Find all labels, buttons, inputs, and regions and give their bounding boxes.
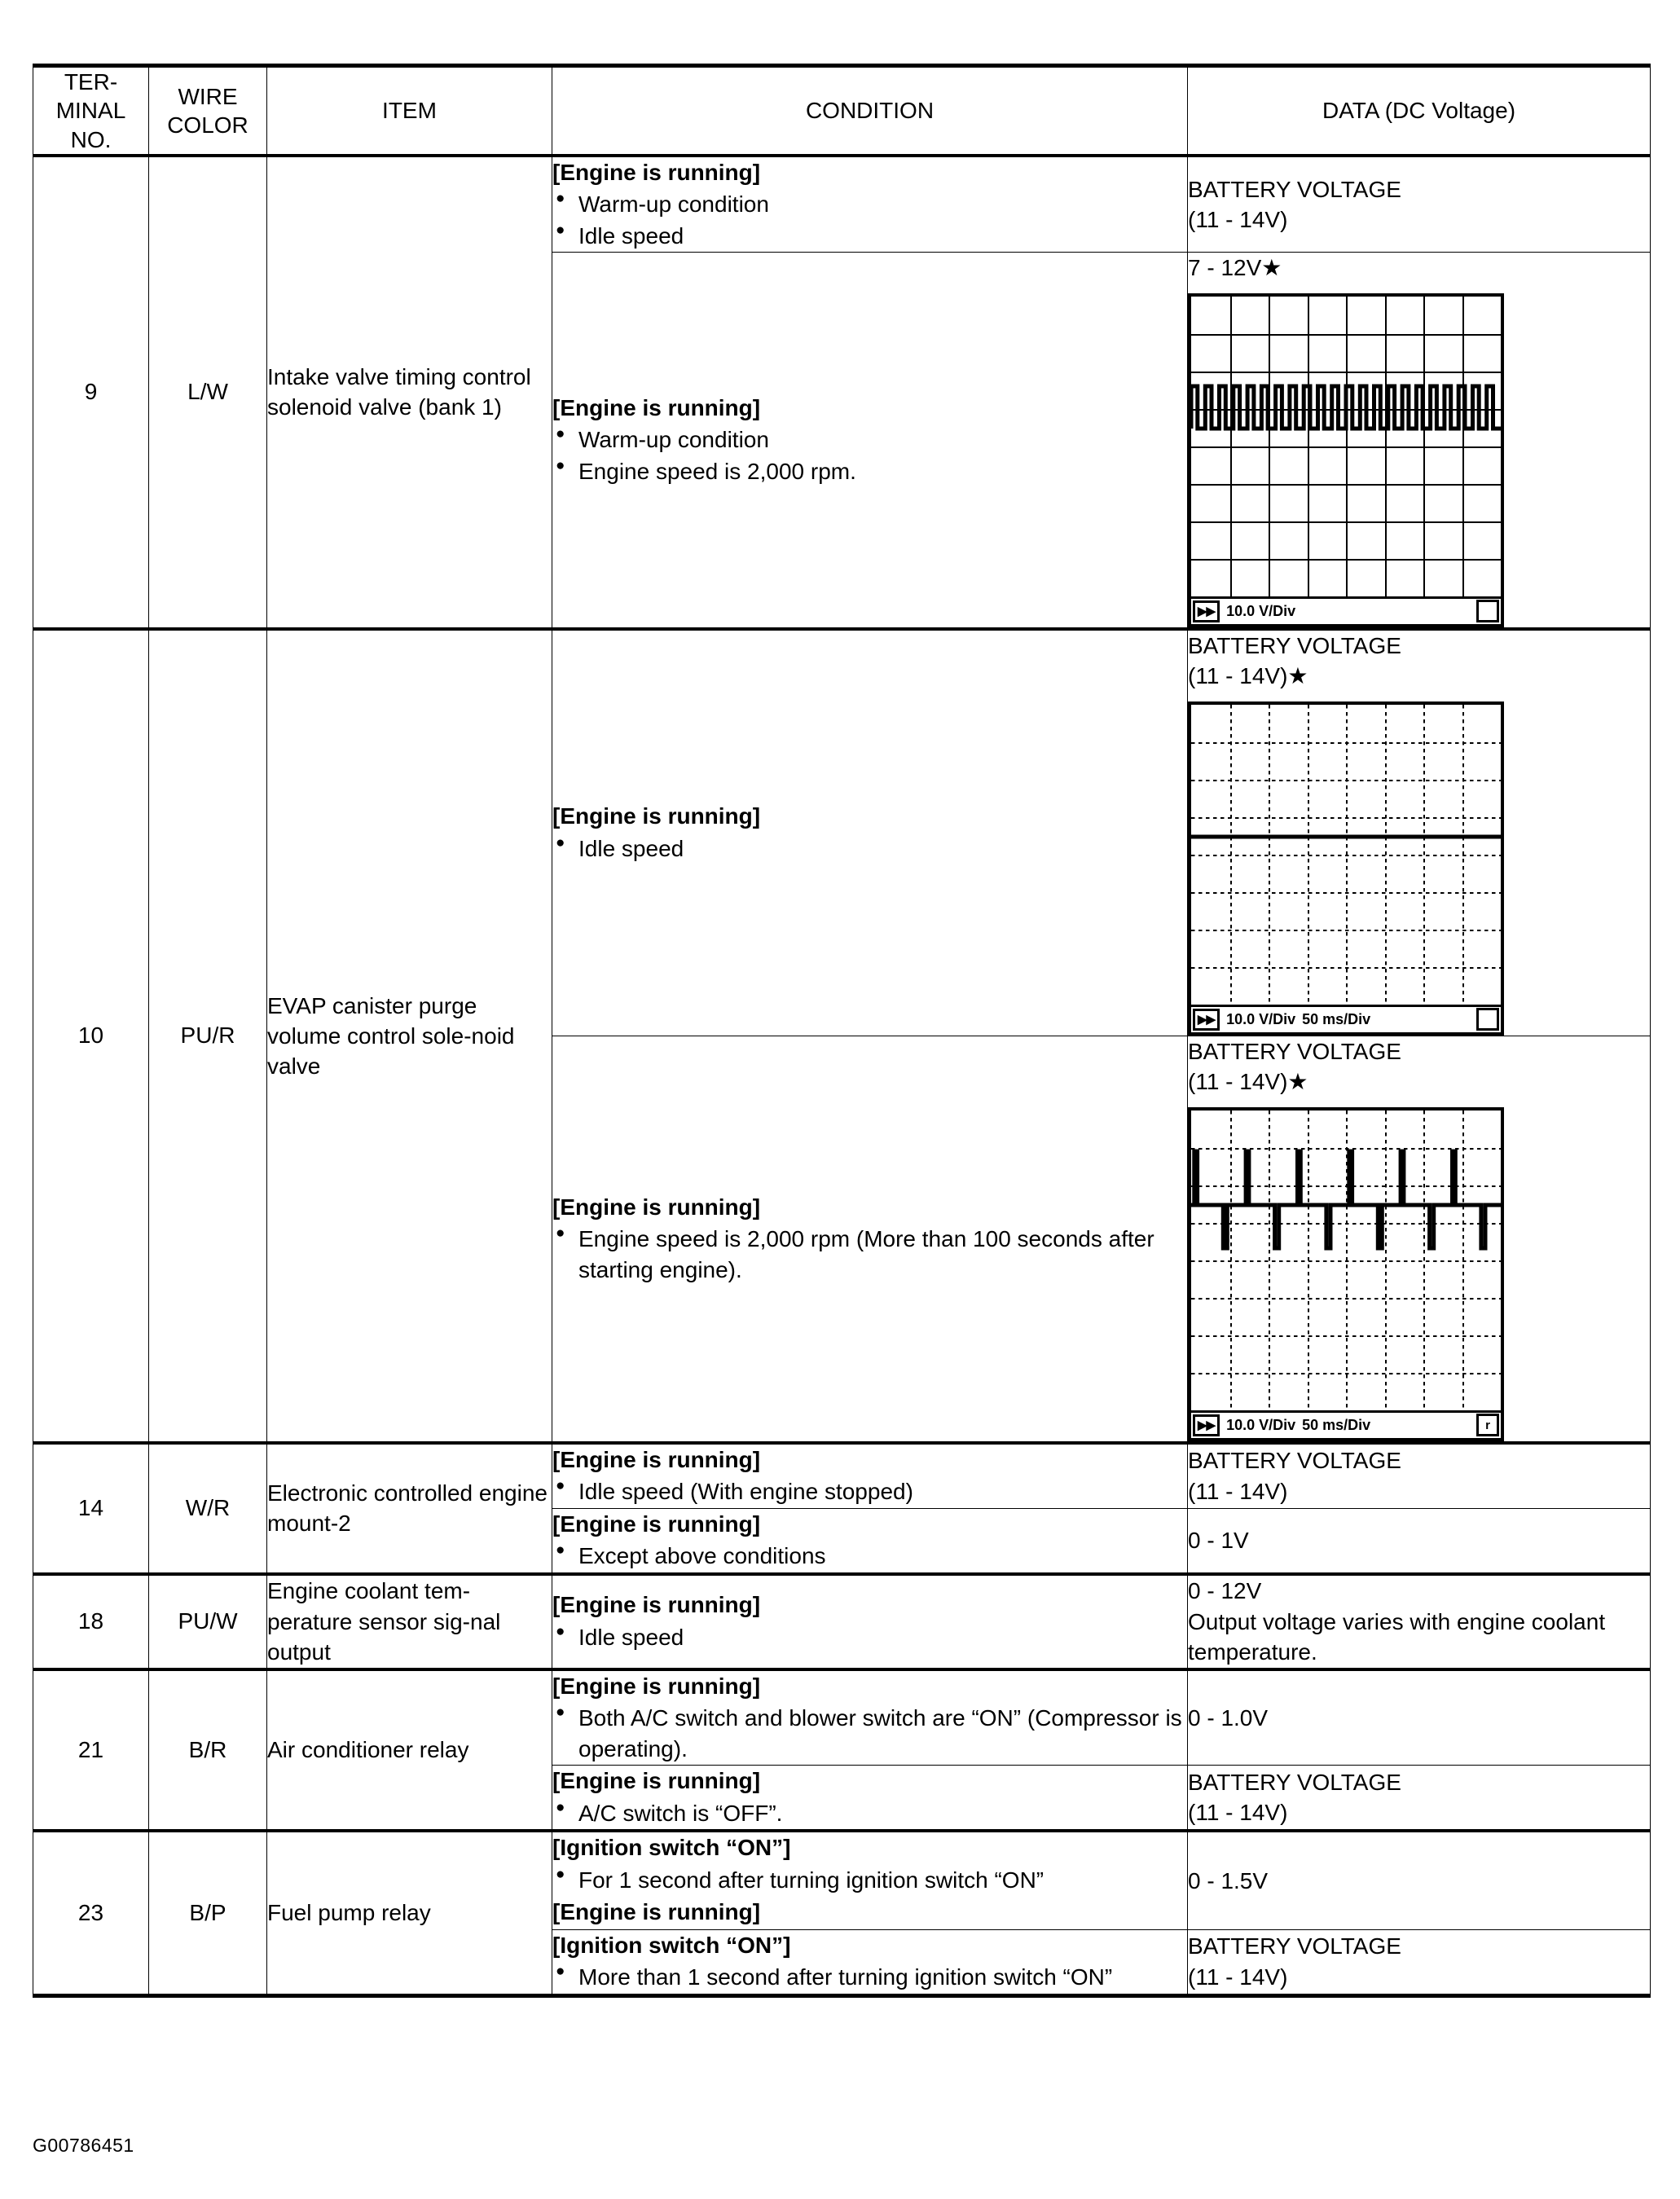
cell-condition [552,1929,1188,1995]
ecm-terminal-spec-table [33,64,1651,1998]
condition-heading: [Engine is running] [552,1511,761,1537]
oscilloscope-figure [1188,293,1504,627]
data-voltage-line: 0 - 1.5V [1188,1867,1269,1893]
cell-terminal-no: 18 [33,1574,149,1669]
waveform-trace [1191,705,1501,1005]
cell-data-voltage [1188,629,1651,1036]
oscilloscope-status-bar [1191,596,1501,624]
header-terminal-no-line-2: MINAL [55,98,126,124]
condition-heading: [Engine is running] [552,803,761,829]
table-header [33,66,1651,156]
condition-heading: [Engine is running] [552,159,761,185]
cell-wire-color: W/R [149,1443,267,1574]
header-wire-color-line-1: WIRE [178,83,238,109]
table-row [33,1443,1651,1509]
condition-bullet-item: ● Idle speed (With engine stopped) [552,1476,1187,1507]
header-terminal-no-line-3: NO. [70,126,112,152]
cell-data-voltage [1188,156,1651,253]
data-voltage-line: BATTERY VOLTAGE [1188,1038,1401,1064]
cell-data-voltage [1188,1669,1651,1766]
condition-heading: [Engine is running] [552,1194,761,1220]
oscilloscope-figure [1188,1107,1504,1441]
condition-heading: [Engine is running] [552,1592,761,1618]
cell-condition [552,629,1188,1036]
cell-terminal-no: 9 [33,156,149,629]
document-footer-code: G00786451 [33,2135,134,2156]
condition-heading: [Engine is running] [552,394,761,420]
condition-bullet-item: ● A/C switch is “OFF”. [552,1798,1187,1829]
condition-bullet-list [552,189,1187,251]
cursor-marker-box: r [1476,1414,1499,1436]
cell-data-voltage [1188,1831,1651,1929]
condition-bullet-list [552,424,1187,486]
cell-item: Air conditioner relay [267,1669,552,1832]
cell-condition [552,1443,1188,1509]
oscilloscope-figure [1188,701,1504,1036]
fast-forward-icon: ▶▶ [1193,600,1220,622]
cell-data-voltage [1188,1036,1651,1443]
condition-bullet-list [552,1798,1187,1829]
table-row [33,1831,1651,1929]
cell-terminal-no: 14 [33,1443,149,1574]
cell-wire-color: B/P [149,1831,267,1995]
cell-condition [552,1508,1188,1574]
condition-heading: [Engine is running] [552,1768,761,1794]
condition-heading: [Engine is running] [552,1673,761,1699]
condition-heading-secondary: [Engine is running] [552,1899,761,1925]
condition-heading: [Ignition switch “ON”] [552,1835,791,1861]
condition-bullet-item: ● Idle speed [552,833,1187,864]
condition-bullet-item: ● Both A/C switch and blower switch are “ON” (Compressor is operating). [552,1703,1187,1764]
cell-wire-color: B/R [149,1669,267,1832]
condition-bullet-item: ● Warm-up condition [552,424,1187,455]
table-body [33,156,1651,1995]
header-terminal-no [33,66,149,156]
header-wire-color [149,66,267,156]
data-voltage-line: BATTERY VOLTAGE [1188,1933,1401,1959]
data-voltage-line: (11 - 14V)★ [1188,663,1308,689]
cell-wire-color: PU/W [149,1574,267,1669]
cell-terminal-no: 10 [33,629,149,1443]
volts-per-division-label: 10.0 V/Div [1226,603,1296,620]
data-voltage-line: (11 - 14V)★ [1188,1069,1308,1095]
cell-condition [552,1669,1188,1766]
waveform-trace [1191,297,1501,596]
cell-terminal-no: 21 [33,1669,149,1832]
oscilloscope-status-bar [1191,1005,1501,1032]
condition-bullet-item: ● Engine speed is 2,000 rpm (More than 100 seconds after starting engine). [552,1224,1187,1285]
condition-bullet-item: ● For 1 second after turning ignition switch “ON” [552,1865,1187,1896]
condition-bullet-list [552,1962,1187,1993]
data-voltage-line: Output voltage varies with engine coolant temperature. [1188,1608,1606,1665]
condition-bullet-item: ● More than 1 second after turning ignition switch “ON” [552,1962,1187,1993]
volts-per-division-label: 10.0 V/Div [1226,1417,1296,1434]
condition-bullet-list [552,1541,1187,1572]
data-voltage-line: (11 - 14V) [1188,1964,1288,1990]
data-voltage-line: 0 - 1.0V [1188,1704,1269,1731]
cell-data-voltage [1188,1508,1651,1574]
data-voltage-line: 0 - 1V [1188,1528,1249,1554]
cell-condition [552,1574,1188,1669]
fast-forward-icon: ▶▶ [1193,1414,1220,1436]
cell-data-voltage [1188,253,1651,629]
condition-bullet-list [552,1865,1187,1896]
time-per-division-label: 50 ms/Div [1302,1417,1371,1434]
data-voltage-line: BATTERY VOLTAGE [1188,1448,1401,1474]
cell-condition [552,1766,1188,1832]
header-data: DATA (DC Voltage) [1188,66,1651,156]
cell-item: Intake valve timing control solenoid valve (bank 1) [267,156,552,629]
condition-bullet-item: ● Idle speed [552,221,1187,252]
condition-heading: [Ignition switch “ON”] [552,1932,791,1958]
condition-bullet-item: ● Except above conditions [552,1541,1187,1572]
table-row [33,629,1651,1036]
time-per-division-label: 50 ms/Div [1302,1011,1371,1028]
waveform-trace [1191,1110,1501,1410]
cell-item: Engine coolant tem-perature sensor sig-nal output [267,1574,552,1669]
data-voltage-line: (11 - 14V) [1188,1800,1288,1826]
cell-terminal-no: 23 [33,1831,149,1995]
fast-forward-icon: ▶▶ [1193,1009,1220,1031]
cell-wire-color: L/W [149,156,267,629]
cell-data-voltage [1188,1766,1651,1832]
data-voltage-line: (11 - 14V) [1188,207,1288,233]
cell-item: Fuel pump relay [267,1831,552,1995]
data-voltage-line: BATTERY VOLTAGE [1188,632,1401,658]
condition-bullet-list [552,1224,1187,1285]
oscilloscope-screen [1191,705,1501,1005]
cell-data-voltage [1188,1574,1651,1669]
condition-bullet-list [552,833,1187,864]
cursor-marker-box [1476,600,1499,622]
data-voltage-line: 7 - 12V★ [1188,255,1282,281]
volts-per-division-label: 10.0 V/Div [1226,1011,1296,1028]
condition-bullet-item: ● Engine speed is 2,000 rpm. [552,456,1187,487]
oscilloscope-screen [1191,297,1501,596]
data-voltage-line: 0 - 12V [1188,1577,1262,1603]
condition-heading: [Engine is running] [552,1446,761,1472]
condition-bullet-item: ● Idle speed [552,1622,1187,1653]
oscilloscope-status-bar [1191,1410,1501,1438]
header-item: ITEM [267,66,552,156]
table-row [33,1574,1651,1669]
condition-bullet-item: ● Warm-up condition [552,189,1187,220]
cell-wire-color: PU/R [149,629,267,1443]
data-voltage-line: (11 - 14V) [1188,1478,1288,1504]
condition-bullet-list [552,1476,1187,1507]
header-row [33,66,1651,156]
cell-data-voltage [1188,1929,1651,1995]
header-condition: CONDITION [552,66,1188,156]
header-terminal-no-line-1: TER- [64,69,118,95]
cursor-marker-box [1476,1008,1499,1031]
condition-bullet-list [552,1703,1187,1764]
cell-data-voltage [1188,1443,1651,1509]
cell-condition [552,1831,1188,1929]
cell-condition [552,156,1188,253]
data-voltage-line: BATTERY VOLTAGE [1188,176,1401,202]
cell-condition [552,253,1188,629]
cell-item: Electronic controlled engine mount-2 [267,1443,552,1574]
table-row [33,156,1651,253]
table-row [33,1669,1651,1766]
oscilloscope-screen [1191,1110,1501,1410]
header-wire-color-line-2: COLOR [167,112,248,138]
cell-condition [552,1036,1188,1443]
cell-item: EVAP canister purge volume control sole-noid valve [267,629,552,1443]
data-voltage-line: BATTERY VOLTAGE [1188,1769,1401,1795]
condition-bullet-list [552,1622,1187,1653]
